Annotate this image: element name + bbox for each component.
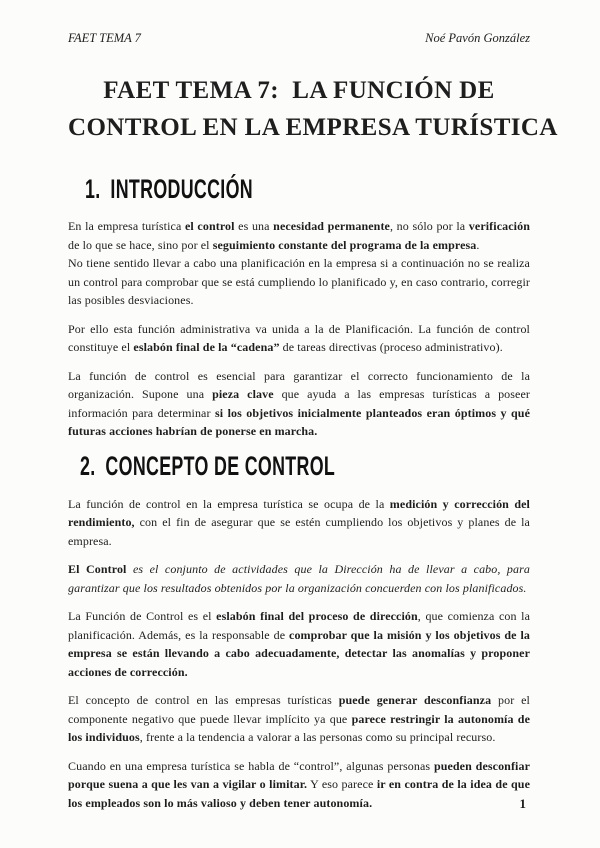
section-number: 1. [85,174,101,204]
text-run: ir en contra de la idea de que los empleados son lo más valioso y deben tener autonomía. [68,777,530,810]
document-title [68,72,558,146]
text-run: Cuando en una empresa turística se habla de “control”, algunas personas [68,758,434,773]
text-run: puede generar desconfianza [338,693,492,707]
section-1 [68,174,530,441]
text-run: La función de control en la empresa turística se ocupa de la [68,496,390,511]
text-run: eslabón final de la “cadena” [133,340,280,354]
document-body [68,174,530,812]
text-run: por el componente negativo que puede llevar implícito ya que [68,693,530,726]
text-run: comprobar que la misión y los objetivos de la empresa se están llevando a cabo adecuadamente, detectar las anomalías y proponer acciones de corrección. [68,627,530,679]
section-heading-text [85,174,253,204]
paragraph [68,757,530,813]
running-header-right: Noé Pavón González [425,31,530,45]
section-heading-text [80,451,335,481]
section-title: INTRODUCCIÓN [110,174,253,204]
section-2 [68,451,530,813]
section-heading [80,451,530,481]
paragraph [68,607,530,681]
text-run: El Control [68,562,127,576]
text-run: es el conjunto de actividades que la Dirección ha de llevar a cabo, para garantizar que los resultados obtenidos por la organización concuerden con los planificados. [68,562,530,595]
document-title-line-2: CONTROL EN LA EMPRESA TURÍSTICA [68,114,558,141]
paragraph [68,495,530,551]
running-header [68,30,530,46]
text-run: pieza clave [212,387,274,401]
text-run: medición y corrección del rendimiento, [68,496,530,529]
text-run: eslabón final del proceso de dirección [216,609,418,623]
page-number: 1 [519,796,526,811]
text-run: de tareas directivas (proceso administrativo). [279,340,503,354]
text-run: con el fin de asegurar que se estén cumpliendo los objetivos y planes de la empresa. [68,515,530,548]
document-title-line-1: FAET TEMA 7: LA FUNCIÓN DE [103,77,495,104]
text-run: seguimiento constante del programa de la empresa [212,237,477,252]
text-run: el control [184,219,235,233]
paragraph [68,367,530,441]
text-run: necesidad permanente [273,219,390,233]
text-run: que ayuda a las empresas turísticas a poseer información para determinar [68,387,530,420]
section-heading [85,174,530,204]
text-run: Por ello esta función administrativa va unida a la de Planificación. La función de control constituye el [68,321,530,354]
paragraph [68,254,530,310]
text-run: . [476,237,480,252]
text-run: pueden desconfiar porque suena a que les van a vigilar o limitar. [68,758,530,791]
paragraph [68,691,530,747]
paragraph [68,320,530,357]
text-run: , que comienza con la planificación. Además, es la responsable de [68,609,530,642]
paragraph [68,217,530,254]
text-run: , no sólo por la [389,219,469,233]
section-number: 2. [80,450,96,481]
text-run: es una [234,219,274,233]
text-run: si los objetivos inicialmente planteados eran óptimos y qué futuras acciones habrían de ponerse en marcha. [68,405,530,438]
text-run: verificación [468,219,530,233]
text-run: Y eso parece [307,777,377,791]
paragraph [68,560,530,597]
running-header-left: FAET TEMA 7 [68,31,141,45]
text-run: La función de control es esencial para garantizar el correcto funcionamiento de la organización. Supone una [68,368,530,401]
section-title: CONCEPTO DE CONTROL [105,450,336,481]
text-run: parece restringir la autonomía de los individuos [68,711,530,744]
text-run: El concepto de control en las empresas turísticas [68,693,339,707]
text-run: En la empresa turística [68,219,185,233]
text-run: No tiene sentido llevar a cabo una planificación en la empresa si a continuación no se realiza un control para comprobar que se está cumpliendo lo planificado y, en caso contrario, corregir las posibles desviaciones. [68,256,530,307]
text-run: La Función de Control es el [68,609,217,623]
text-run: de lo que se hace, sino por el [68,237,213,252]
text-run: , frente a la tendencia a valorar a las personas como su principal recurso. [139,730,496,744]
